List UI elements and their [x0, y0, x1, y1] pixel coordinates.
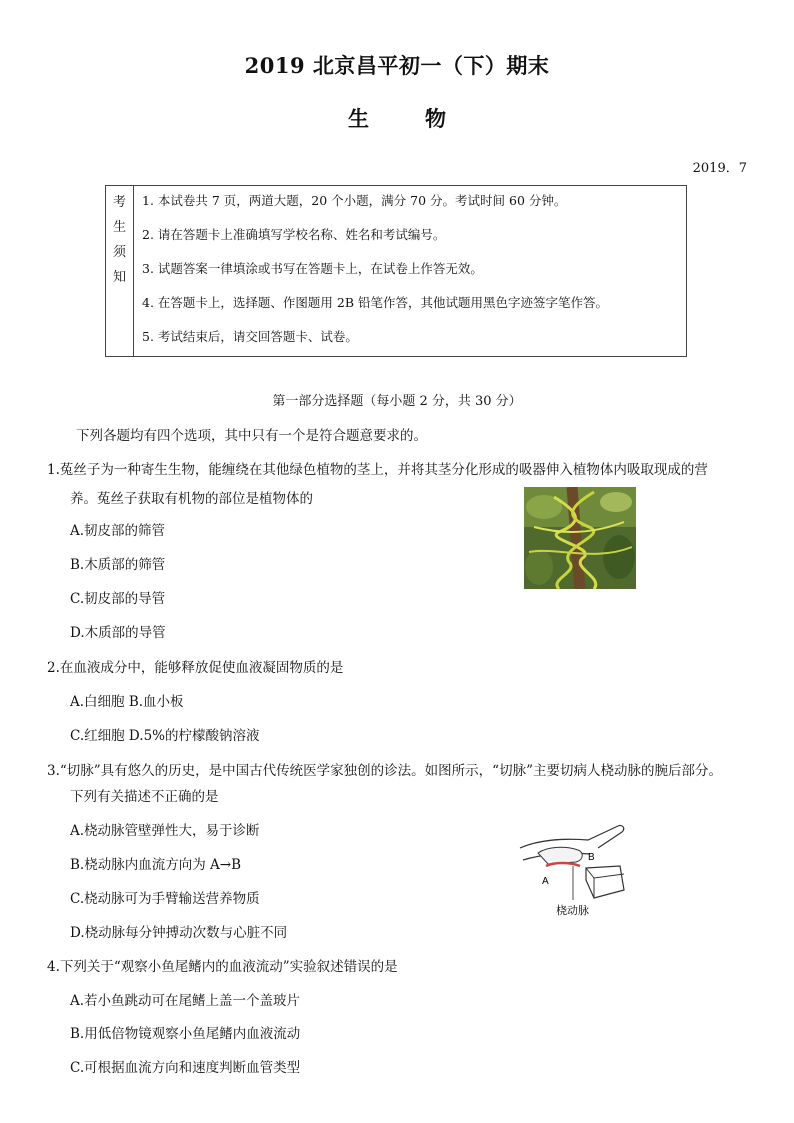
question-4-option-c: C.可根据血流方向和速度判断血管类型	[70, 1060, 301, 1076]
subject-char: 物	[425, 106, 446, 131]
pulse-caption: 桡动脉	[556, 905, 589, 917]
question-3-stem: 3.“切脉”具有悠久的历史，是中国古代传统医学家独创的诊法。如图所示，“切脉”主要切病人桡动脉的腕后部分。	[47, 763, 722, 779]
question-3-option-d: D.桡动脉每分钟搏动次数与心脏不同	[70, 925, 288, 941]
notice-item: 1. 本试卷共 7 页，两道大题，20 个小题，满分 70 分。考试时间 60 分钟。	[142, 193, 567, 208]
question-4-stem: 4.下列关于“观察小鱼尾鳍内的血液流动”实验叙述错误的是	[47, 959, 398, 975]
notice-box	[105, 185, 687, 357]
question-1-stem: 养。菟丝子获取有机物的部位是植物体的	[70, 491, 313, 507]
exam-date: 2019．7	[692, 161, 747, 176]
subject-title	[0, 103, 794, 133]
notice-heading	[106, 186, 134, 356]
section-intro: 下列各题均有四个选项，其中只有一个是符合题意要求的。	[76, 428, 427, 444]
question-3-stem: 下列有关描述不正确的是	[70, 789, 219, 805]
dodder-photo	[524, 487, 636, 589]
notice-heading-char: 知	[112, 270, 126, 285]
question-1-stem: 1.菟丝子为一种寄生生物，能缠绕在其他绿色植物的茎上，并将其茎分化形成的吸器伸入植物体内吸取现成的营	[47, 462, 708, 478]
notice-item: 3. 试题答案一律填涂或书写在答题卡上，在试卷上作答无效。	[142, 261, 483, 276]
question-4-option-b: B.用低倍物镜观察小鱼尾鳍内血液流动	[70, 1026, 301, 1042]
notice-heading-char: 考	[112, 195, 126, 210]
question-2-option-ab: A.白细胞 B.血小板	[70, 694, 184, 710]
exam-title: 2019 北京昌平初一（下）期末	[244, 53, 550, 78]
question-4-option-a: A.若小鱼跳动可在尾鳍上盖一个盖玻片	[70, 993, 301, 1009]
notice-heading-char: 须	[112, 245, 126, 260]
question-1-option-c: C.韧皮部的导管	[70, 591, 166, 607]
question-3-option-b: B.桡动脉内血流方向为 A→B	[70, 857, 241, 873]
question-1-option-b: B.木质部的筛管	[70, 557, 166, 573]
subject-char: 生	[348, 106, 369, 131]
label-b: B	[588, 852, 595, 863]
question-2-stem: 2.在血液成分中，能够释放促使血液凝固物质的是	[47, 660, 344, 676]
notice-heading-char: 生	[112, 220, 126, 235]
question-1-option-d: D.木质部的导管	[70, 625, 166, 641]
notice-item: 4. 在答题卡上，选择题、作图题用 2B 铅笔作答，其他试题用黑色字迹签字笔作答。	[142, 295, 608, 310]
pulse-diagram	[518, 818, 630, 920]
question-3-option-a: A.桡动脉管壁弹性大，易于诊断	[70, 823, 260, 839]
question-3-option-c: C.桡动脉可为手臂输送营养物质	[70, 891, 260, 907]
notice-item: 2. 请在答题卡上准确填写学校名称、姓名和考试编号。	[142, 227, 446, 242]
label-a: A	[542, 876, 549, 887]
question-1-option-a: A.韧皮部的筛管	[70, 523, 166, 539]
question-2-option-cd: C.红细胞 D.5%的柠檬酸钠溶液	[70, 728, 260, 744]
notice-item: 5. 考试结束后，请交回答题卡、试卷。	[142, 329, 358, 344]
section-title: 第一部分选择题（每小题 2 分，共 30 分）	[272, 394, 522, 409]
